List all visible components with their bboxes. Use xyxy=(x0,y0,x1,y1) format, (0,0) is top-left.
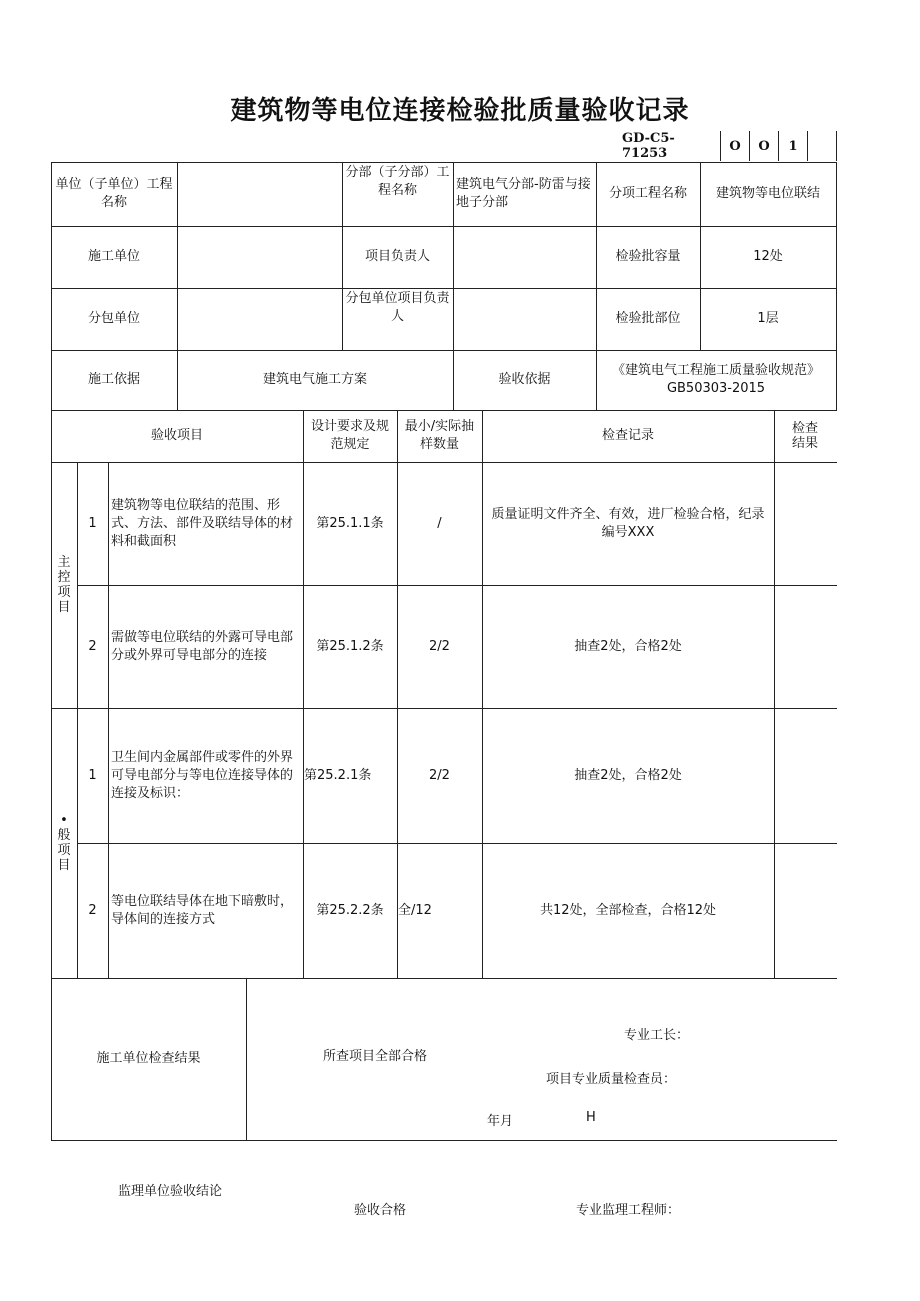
row-record: 共12处，全部检查，合格12处 xyxy=(539,902,717,918)
row-description: 卫生间内金属部件或零件的外界可导电部分与等电位连接导体的连接及标识： xyxy=(111,749,294,801)
row-spec: 第25.1.2条 xyxy=(316,638,384,654)
row-record: 抽查2处，合格2处 xyxy=(574,767,682,783)
row-number: 1 xyxy=(88,767,97,783)
location-label: 检验批部位 xyxy=(615,311,681,326)
supervisor-engineer-signature: 专业监理工程师： xyxy=(576,1203,681,1218)
contractor-check-label: 施工单位检查结果 xyxy=(96,1051,201,1066)
row-number: 2 xyxy=(88,638,97,654)
manager-label: 项目负责人 xyxy=(364,249,430,264)
row-sample: 全/12 xyxy=(398,902,432,918)
subcontractor-label: 分包单位 xyxy=(87,311,140,326)
row-sample: / xyxy=(437,515,442,531)
row-spec: 第25.1.1条 xyxy=(316,515,384,531)
basis-value: 建筑电气施工方案 xyxy=(262,372,367,387)
row-result xyxy=(774,708,836,843)
foreman-signature: 专业工长： xyxy=(624,1028,690,1043)
acceptance-basis-value: 《建筑电气工程施工质量验收规范》GB50303-2015 xyxy=(611,363,820,396)
subitem-label: 分项工程名称 xyxy=(608,186,687,201)
general-label: •般项目 xyxy=(57,813,71,873)
row-sample: 2/2 xyxy=(429,767,450,783)
row-result xyxy=(774,843,836,978)
row-description: 建筑物等电位联结的范围、形式、方法、部件及联结导体的材料和截面积 xyxy=(111,497,294,549)
main-control-label: 主控项目 xyxy=(57,555,71,615)
row-result xyxy=(774,462,836,585)
sub-manager-value xyxy=(453,288,596,350)
code-box-3: 1 xyxy=(778,131,807,161)
code-box-2: O xyxy=(749,131,778,161)
row-result xyxy=(774,585,836,708)
contractor-check-date: 年月 xyxy=(487,1114,514,1129)
supervisor-conclusion: 验收合格 xyxy=(354,1203,407,1218)
row-sample: 2/2 xyxy=(429,638,450,654)
acceptance-basis-label: 验收依据 xyxy=(498,372,551,387)
row-spec: 第25.2.2条 xyxy=(316,902,384,918)
code-box-4 xyxy=(807,131,837,161)
row-record: 质量证明文件齐全、有效，进厂检验合格，纪录编号XXX xyxy=(491,506,765,540)
column-item: 验收项目 xyxy=(150,428,203,443)
division-value: 建筑电气分部-防雷与接地子分部 xyxy=(456,177,591,210)
column-result: 检查结果 xyxy=(791,421,818,451)
supervisor-label: 监理单位验收结论 xyxy=(118,1184,223,1199)
column-spec: 设计要求及规范规定 xyxy=(310,419,389,452)
subitem-value: 建筑物等电位联结 xyxy=(715,186,820,201)
contractor-value xyxy=(177,226,342,288)
unit-label: 单位（子单位）工程名称 xyxy=(55,177,173,210)
contractor-check-date-day: H xyxy=(586,1110,596,1125)
code-box-1: O xyxy=(720,131,749,161)
unit-value xyxy=(177,162,342,226)
contractor-check-conclusion: 所查项目全部合格 xyxy=(323,1049,428,1064)
row-number: 2 xyxy=(88,902,97,918)
capacity-value: 12处 xyxy=(753,249,783,264)
quality-inspector-signature: 项目专业质量检查员： xyxy=(546,1072,677,1087)
subcontractor-value xyxy=(177,288,342,350)
division-label: 分部（子分部）工程名称 xyxy=(345,165,450,198)
basis-label: 施工依据 xyxy=(87,372,140,387)
column-sample: 最小/实际抽样数量 xyxy=(404,419,475,452)
row-record: 抽查2处，合格2处 xyxy=(574,638,682,654)
sub-manager-label: 分包单位项目负责人 xyxy=(345,291,450,324)
manager-value xyxy=(453,226,596,288)
row-number: 1 xyxy=(88,515,97,531)
document-code-label: GD-C5-71253 xyxy=(622,131,675,161)
document-code xyxy=(622,131,837,161)
row-description: 等电位联结导体在地下暗敷时，导体间的连接方式 xyxy=(111,893,294,927)
contractor-label: 施工单位 xyxy=(87,249,140,264)
row-description: 需做等电位联结的外露可导电部分或外界可导电部分的连接 xyxy=(111,629,294,663)
row-spec: 第25.2.1条 xyxy=(304,767,372,783)
location-value: 1层 xyxy=(757,311,779,326)
document-title: 建筑物等电位连接检验批质量验收记录 xyxy=(230,96,690,126)
column-record: 检查记录 xyxy=(601,428,654,443)
capacity-label: 检验批容量 xyxy=(615,249,681,264)
